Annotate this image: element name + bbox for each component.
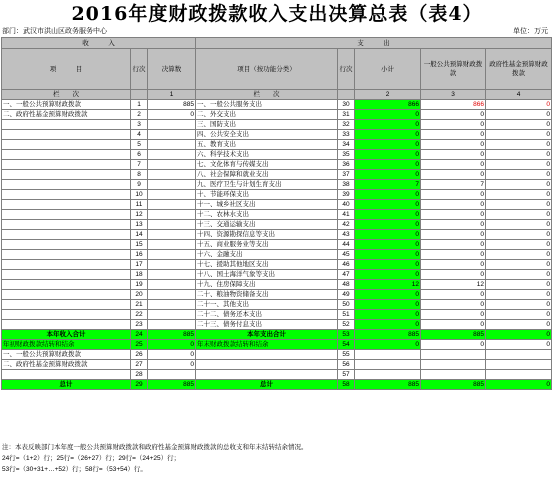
expense-subtotal-cell: 0	[355, 200, 421, 210]
row56-gen-budget	[421, 360, 486, 370]
carry1-rownum: 26	[131, 350, 148, 360]
expense-subtotal-cell: 0	[355, 220, 421, 230]
header-row-columns	[2, 49, 552, 90]
income-value-cell	[148, 180, 196, 190]
expense-gov-fund-cell: 0	[486, 190, 552, 200]
expense-rownum-cell: 52	[338, 320, 355, 330]
carry-value: 0	[148, 340, 196, 350]
expense-item-cell: 八、社会保障和就业支出	[196, 170, 338, 180]
income-item-cell	[2, 310, 131, 320]
table-row	[2, 310, 552, 320]
expense-gov-fund-cell: 0	[486, 320, 552, 330]
income-rownum-cell: 20	[131, 290, 148, 300]
total-rownum-right: 58	[338, 380, 355, 390]
expense-item-cell: 十八、国土海洋气象等支出	[196, 270, 338, 280]
row55-gen-budget	[421, 350, 486, 360]
row55-gov-fund	[486, 350, 552, 360]
expense-item-cell: 九、医疗卫生与计划生育支出	[196, 180, 338, 190]
expense-subtotal-cell: 0	[355, 160, 421, 170]
expense-item-cell: 四、公共安全支出	[196, 130, 338, 140]
row28-rownum: 28	[131, 370, 148, 380]
total-label-left: 总计	[2, 380, 131, 390]
expense-gen-budget-cell: 0	[421, 210, 486, 220]
expense-gen-budget-cell: 0	[421, 110, 486, 120]
expense-rownum-cell: 45	[338, 250, 355, 260]
table-row	[2, 220, 552, 230]
expense-gov-fund-cell: 0	[486, 270, 552, 280]
expense-gen-budget-cell: 0	[421, 250, 486, 260]
income-value-cell	[148, 190, 196, 200]
table-row-carry2	[2, 360, 552, 370]
expense-item-cell: 七、文化体育与传媒支出	[196, 160, 338, 170]
row56-rownum: 56	[338, 360, 355, 370]
income-item-cell	[2, 320, 131, 330]
carry-rownum: 25	[131, 340, 148, 350]
expense-gen-budget-cell: 0	[421, 190, 486, 200]
table-row	[2, 160, 552, 170]
year-income-rownum: 24	[131, 330, 148, 340]
income-value-cell: 885	[148, 100, 196, 110]
expense-item-cell: 二十三、债务付息支出	[196, 320, 338, 330]
expense-gov-fund-cell: 0	[486, 160, 552, 170]
total-subtotal: 885	[355, 380, 421, 390]
income-item-cell	[2, 140, 131, 150]
col-index-blank	[131, 90, 148, 100]
income-rownum-cell: 21	[131, 300, 148, 310]
final-col-header: 决算数	[148, 49, 196, 90]
income-value-cell	[148, 120, 196, 130]
income-rownum-cell: 14	[131, 230, 148, 240]
expense-item-cell: 十六、金融支出	[196, 250, 338, 260]
func-item-col-header: 项目（按功能分类）	[196, 49, 338, 90]
expense-gov-fund-cell: 0	[486, 280, 552, 290]
income-value-cell	[148, 320, 196, 330]
expense-subtotal-cell: 0	[355, 110, 421, 120]
expense-subtotal-cell: 0	[355, 240, 421, 250]
row55-rownum: 55	[338, 350, 355, 360]
expense-rownum-cell: 48	[338, 280, 355, 290]
expense-rownum-cell: 47	[338, 270, 355, 280]
table-row-28	[2, 370, 552, 380]
income-value-cell	[148, 220, 196, 230]
expense-subtotal-cell: 0	[355, 310, 421, 320]
income-rownum-cell: 23	[131, 320, 148, 330]
table-row	[2, 290, 552, 300]
expense-item-cell: 十四、资源勘探信息等支出	[196, 230, 338, 240]
table-row	[2, 130, 552, 140]
expense-subtotal-cell: 0	[355, 270, 421, 280]
income-value-cell	[148, 270, 196, 280]
expense-gov-fund-cell: 0	[486, 180, 552, 190]
end-balance-label: 年末财政拨款结转和结余	[196, 340, 338, 350]
row57-gen-budget	[421, 370, 486, 380]
income-value-cell	[148, 130, 196, 140]
table-row	[2, 230, 552, 240]
col-index-1: 1	[148, 90, 196, 100]
expense-gov-fund-cell: 0	[486, 260, 552, 270]
expense-rownum-cell: 30	[338, 100, 355, 110]
expense-gov-fund-cell: 0	[486, 220, 552, 230]
end-balance-gov-fund: 0	[486, 340, 552, 350]
table-row	[2, 120, 552, 130]
income-item-cell: 二、政府性基金预算财政拨款	[2, 110, 131, 120]
expense-subtotal-cell: 0	[355, 190, 421, 200]
expense-gov-fund-cell: 0	[486, 310, 552, 320]
expense-gen-budget-cell: 0	[421, 270, 486, 280]
table-row	[2, 170, 552, 180]
table-row	[2, 240, 552, 250]
expense-gov-fund-cell: 0	[486, 230, 552, 240]
year-expense-gov-fund: 0	[486, 330, 552, 340]
income-rownum-cell: 16	[131, 250, 148, 260]
table-row	[2, 200, 552, 210]
expense-gen-budget-cell: 0	[421, 320, 486, 330]
expense-subtotal-cell: 0	[355, 290, 421, 300]
income-rownum-cell: 17	[131, 260, 148, 270]
total-gov-fund: 0	[486, 380, 552, 390]
rownum-col-header: 行次	[131, 49, 148, 90]
expense-rownum-cell: 50	[338, 300, 355, 310]
income-rownum-cell: 6	[131, 150, 148, 160]
row55-subtotal	[355, 350, 421, 360]
year-income-label: 本年收入合计	[2, 330, 131, 340]
table-row-carry1	[2, 350, 552, 360]
expense-item-cell: 十三、交通运输支出	[196, 220, 338, 230]
expense-gen-budget-cell: 0	[421, 240, 486, 250]
income-rownum-cell: 9	[131, 180, 148, 190]
carry2-rownum: 27	[131, 360, 148, 370]
expense-item-cell: 五、教育支出	[196, 140, 338, 150]
carry2-value: 0	[148, 360, 196, 370]
row55-item	[196, 350, 338, 360]
expense-gen-budget-cell: 0	[421, 290, 486, 300]
subtotal-col-header: 小计	[355, 49, 421, 90]
col-index-2: 2	[355, 90, 421, 100]
table-row-grand-total	[2, 380, 552, 390]
income-item-cell	[2, 220, 131, 230]
expense-gen-budget-cell: 0	[421, 310, 486, 320]
row57-item	[196, 370, 338, 380]
table-body	[2, 100, 552, 330]
col-index-3: 3	[421, 90, 486, 100]
income-rownum-cell: 11	[131, 200, 148, 210]
rownum2-col-header: 行次	[338, 49, 355, 90]
expense-item-cell: 十、节能环保支出	[196, 190, 338, 200]
expense-item-cell: 二十一、其他支出	[196, 300, 338, 310]
income-rownum-cell: 5	[131, 140, 148, 150]
income-value-cell	[148, 250, 196, 260]
expense-rownum-cell: 46	[338, 260, 355, 270]
expense-gen-budget-cell: 0	[421, 120, 486, 130]
expense-rownum-cell: 33	[338, 130, 355, 140]
expense-rownum-cell: 39	[338, 190, 355, 200]
expense-item-cell: 二十、粮油物资储备支出	[196, 290, 338, 300]
carry1-label: 一、一般公共预算财政拨款	[2, 350, 131, 360]
year-expense-subtotal: 885	[355, 330, 421, 340]
income-value-cell	[148, 300, 196, 310]
income-item-cell	[2, 130, 131, 140]
income-value-cell	[148, 290, 196, 300]
income-section-header: 收 入	[2, 38, 196, 49]
expense-gen-budget-cell: 0	[421, 300, 486, 310]
row56-subtotal	[355, 360, 421, 370]
expense-gen-budget-cell: 12	[421, 280, 486, 290]
income-item-cell	[2, 290, 131, 300]
carry-label: 年初财政拨款结转和结余	[2, 340, 131, 350]
table-row	[2, 180, 552, 190]
income-value-cell	[148, 160, 196, 170]
row28-item	[2, 370, 131, 380]
row57-subtotal	[355, 370, 421, 380]
income-item-cell: 一、一般公共预算财政拨款	[2, 100, 131, 110]
table-row	[2, 270, 552, 280]
table-row	[2, 320, 552, 330]
carry1-value: 0	[148, 350, 196, 360]
income-item-cell	[2, 210, 131, 220]
income-rownum-cell: 13	[131, 220, 148, 230]
col-label-left: 栏 次	[2, 90, 131, 100]
table-row	[2, 280, 552, 290]
footnote-3: 53行=（30+31+…+52）行；58行=（53+54）行。	[2, 466, 147, 473]
total-value-left: 885	[148, 380, 196, 390]
income-item-cell	[2, 240, 131, 250]
income-item-cell	[2, 230, 131, 240]
expense-subtotal-cell: 0	[355, 150, 421, 160]
total-gen-budget: 885	[421, 380, 486, 390]
income-item-cell	[2, 170, 131, 180]
table-row	[2, 260, 552, 270]
expense-subtotal-cell: 0	[355, 260, 421, 270]
expense-gov-fund-cell: 0	[486, 240, 552, 250]
expense-item-cell: 十一、城乡社区支出	[196, 200, 338, 210]
expense-subtotal-cell: 0	[355, 170, 421, 180]
income-rownum-cell: 7	[131, 160, 148, 170]
expense-gov-fund-cell: 0	[486, 170, 552, 180]
income-rownum-cell: 4	[131, 130, 148, 140]
expense-gov-fund-cell: 0	[486, 250, 552, 260]
income-rownum-cell: 2	[131, 110, 148, 120]
item-col-header: 项 目	[2, 49, 131, 90]
income-item-cell	[2, 280, 131, 290]
expense-subtotal-cell: 0	[355, 130, 421, 140]
expense-rownum-cell: 51	[338, 310, 355, 320]
expense-rownum-cell: 32	[338, 120, 355, 130]
income-rownum-cell: 10	[131, 190, 148, 200]
year-expense-gen-budget: 885	[421, 330, 486, 340]
year-income-value: 885	[148, 330, 196, 340]
expense-item-cell: 十七、援助其他地区支出	[196, 260, 338, 270]
expense-subtotal-cell: 0	[355, 230, 421, 240]
income-value-cell	[148, 210, 196, 220]
expense-gen-budget-cell: 0	[421, 230, 486, 240]
expense-rownum-cell: 31	[338, 110, 355, 120]
expense-gov-fund-cell: 0	[486, 200, 552, 210]
expense-rownum-cell: 36	[338, 160, 355, 170]
income-item-cell	[2, 120, 131, 130]
col-index-4: 4	[486, 90, 552, 100]
expense-rownum-cell: 35	[338, 150, 355, 160]
footnote-1: 注：本表反映部门本年度一般公共预算财政拨款和政府性基金预算财政拨款的总收支和年末结转结余情况。	[2, 444, 308, 451]
expense-subtotal-cell: 0	[355, 140, 421, 150]
expense-gov-fund-cell: 0	[486, 150, 552, 160]
table-row	[2, 110, 552, 120]
income-item-cell	[2, 200, 131, 210]
income-rownum-cell: 8	[131, 170, 148, 180]
expense-subtotal-cell: 0	[355, 250, 421, 260]
expense-item-cell: 二十二、债务还本支出	[196, 310, 338, 320]
income-value-cell	[148, 150, 196, 160]
income-value-cell	[148, 240, 196, 250]
income-value-cell	[148, 140, 196, 150]
table-row	[2, 210, 552, 220]
row28-value	[148, 370, 196, 380]
expense-item-cell: 三、国防支出	[196, 120, 338, 130]
table-row	[2, 250, 552, 260]
expense-item-cell: 六、科学技术支出	[196, 150, 338, 160]
carry2-label: 二、政府性基金预算财政拨款	[2, 360, 131, 370]
expense-gov-fund-cell: 0	[486, 120, 552, 130]
expense-subtotal-cell: 0	[355, 120, 421, 130]
year-expense-label: 本年支出合计	[196, 330, 338, 340]
expense-section-header: 支 出	[196, 38, 552, 49]
income-rownum-cell: 12	[131, 210, 148, 220]
expense-gen-budget-cell: 0	[421, 130, 486, 140]
row57-rownum: 57	[338, 370, 355, 380]
table-row	[2, 140, 552, 150]
expense-rownum-cell: 42	[338, 220, 355, 230]
income-value-cell: 0	[148, 110, 196, 120]
income-value-cell	[148, 280, 196, 290]
expense-gen-budget-cell: 0	[421, 150, 486, 160]
income-item-cell	[2, 300, 131, 310]
row56-gov-fund	[486, 360, 552, 370]
expense-subtotal-cell: 0	[355, 300, 421, 310]
income-item-cell	[2, 260, 131, 270]
table-row-carryover	[2, 340, 552, 350]
expense-gov-fund-cell: 0	[486, 140, 552, 150]
expense-gov-fund-cell: 0	[486, 210, 552, 220]
unit-label: 单位：万元	[513, 28, 548, 35]
income-rownum-cell: 3	[131, 120, 148, 130]
income-item-cell	[2, 160, 131, 170]
expense-rownum-cell: 40	[338, 200, 355, 210]
end-balance-subtotal: 0	[355, 340, 421, 350]
expense-rownum-cell: 44	[338, 240, 355, 250]
expense-gov-fund-cell: 0	[486, 110, 552, 120]
expense-gen-budget-cell: 7	[421, 180, 486, 190]
expense-gen-budget-cell: 866	[421, 100, 486, 110]
expense-gen-budget-cell: 0	[421, 200, 486, 210]
report-title: 2016年度财政拨款收入支出决算总表（表4）	[71, 3, 483, 25]
col-index-blank2	[338, 90, 355, 100]
expense-subtotal-cell: 12	[355, 280, 421, 290]
income-rownum-cell: 19	[131, 280, 148, 290]
income-item-cell	[2, 270, 131, 280]
expense-item-cell: 一、一般公共服务支出	[196, 100, 338, 110]
expense-item-cell: 十九、住房保障支出	[196, 280, 338, 290]
row56-item	[196, 360, 338, 370]
expense-subtotal-cell: 0	[355, 210, 421, 220]
income-rownum-cell: 15	[131, 240, 148, 250]
table-row-year-total	[2, 330, 552, 340]
income-item-cell	[2, 250, 131, 260]
income-value-cell	[148, 310, 196, 320]
row57-gov-fund	[486, 370, 552, 380]
expense-gov-fund-cell: 0	[486, 130, 552, 140]
expense-item-cell: 十五、商业服务业等支出	[196, 240, 338, 250]
expense-rownum-cell: 38	[338, 180, 355, 190]
income-rownum-cell: 18	[131, 270, 148, 280]
expense-gov-fund-cell: 0	[486, 100, 552, 110]
expense-gen-budget-cell: 0	[421, 170, 486, 180]
header-row-index	[2, 90, 552, 100]
income-value-cell	[148, 170, 196, 180]
expense-item-cell: 十二、农林水支出	[196, 210, 338, 220]
col-label-right: 栏 次	[196, 90, 338, 100]
expense-gov-fund-cell: 0	[486, 300, 552, 310]
expense-gov-fund-cell: 0	[486, 290, 552, 300]
expense-subtotal-cell: 0	[355, 320, 421, 330]
expense-gen-budget-cell: 0	[421, 220, 486, 230]
income-item-cell	[2, 150, 131, 160]
gov-fund-col-header: 政府性基金预算财政拨款	[486, 49, 552, 90]
expense-subtotal-cell: 866	[355, 100, 421, 110]
income-item-cell	[2, 180, 131, 190]
expense-gen-budget-cell: 0	[421, 140, 486, 150]
expense-rownum-cell: 41	[338, 210, 355, 220]
end-balance-rownum: 54	[338, 340, 355, 350]
income-item-cell	[2, 190, 131, 200]
expense-subtotal-cell: 7	[355, 180, 421, 190]
budget-table	[1, 37, 552, 390]
expense-gen-budget-cell: 0	[421, 160, 486, 170]
table-row	[2, 190, 552, 200]
gen-budget-col-header: 一般公共预算财政拨款	[421, 49, 486, 90]
expense-rownum-cell: 37	[338, 170, 355, 180]
table-row	[2, 300, 552, 310]
table-row	[2, 100, 552, 110]
expense-rownum-cell: 43	[338, 230, 355, 240]
total-label-right: 总计	[196, 380, 338, 390]
income-value-cell	[148, 230, 196, 240]
header-row-sections	[2, 38, 552, 49]
end-balance-gen-budget: 0	[421, 340, 486, 350]
department-label: 部门：武汉市洪山区政务服务中心	[2, 28, 107, 35]
total-rownum-left: 29	[131, 380, 148, 390]
expense-rownum-cell: 49	[338, 290, 355, 300]
table-row	[2, 150, 552, 160]
expense-gen-budget-cell: 0	[421, 260, 486, 270]
expense-item-cell: 二、外交支出	[196, 110, 338, 120]
income-value-cell	[148, 260, 196, 270]
income-rownum-cell: 22	[131, 310, 148, 320]
year-expense-rownum: 53	[338, 330, 355, 340]
footnote-2: 24行=（1+2）行；25行=（26+27）行；29行=（24+25）行；	[2, 455, 181, 462]
income-value-cell	[148, 200, 196, 210]
income-rownum-cell: 1	[131, 100, 148, 110]
expense-rownum-cell: 34	[338, 140, 355, 150]
